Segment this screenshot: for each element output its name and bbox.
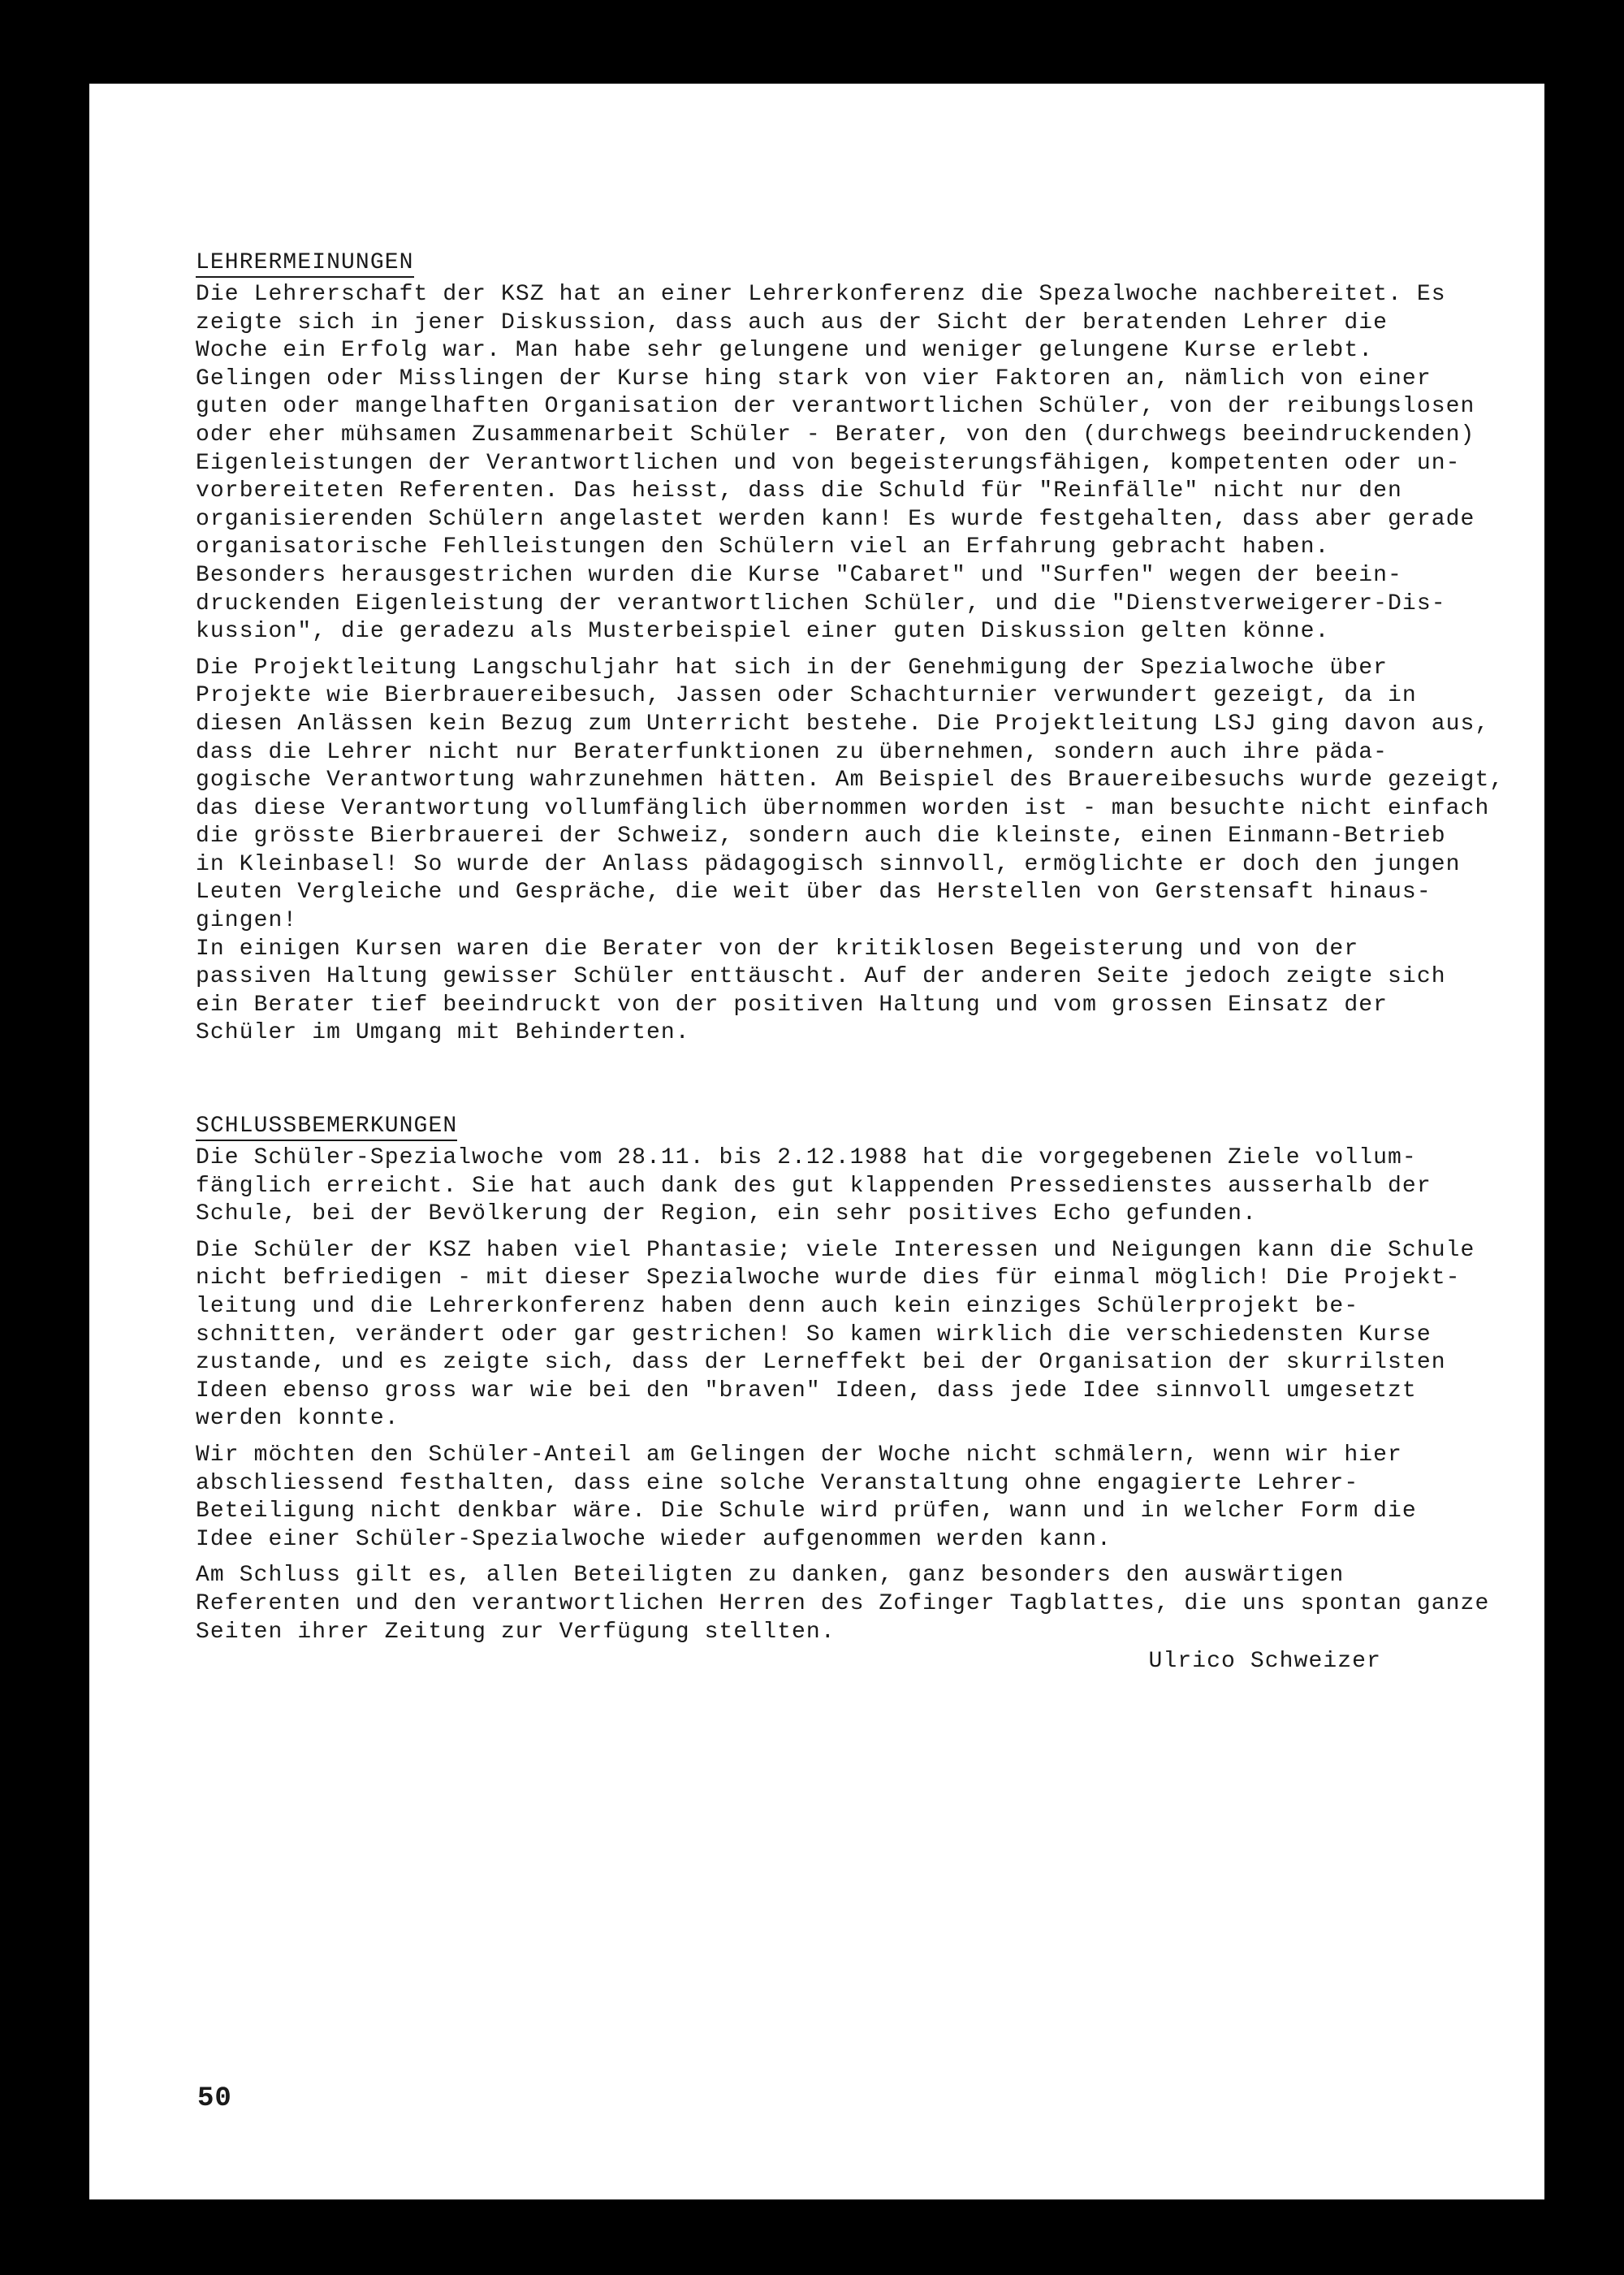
text-line: Ideen ebenso gross war wie bei den "braven" Ideen, dass jede Idee sinnvoll umgesetzt: [196, 1378, 1417, 1403]
text-line: oder eher mühsamen Zusammenarbeit Schüler - Berater, von den (durchwegs beeindruckenden): [196, 422, 1475, 448]
paragraph: [196, 1562, 1490, 1646]
paragraph: [196, 281, 1475, 647]
section-spacer: [196, 1056, 1462, 1113]
text-line: schnitten, verändert oder gar gestrichen! So kamen wirklich die verschiedensten Kurse: [196, 1321, 1432, 1347]
text-line: diesen Anlässen kein Bezug zum Unterricht bestehe. Die Projektleitung LSJ ging davon aus,: [196, 711, 1490, 737]
document-body: [196, 249, 1505, 1676]
text-line: zustande, und es zeigte sich, dass der Lerneffekt bei der Organisation der skurrilsten: [196, 1350, 1446, 1376]
text-line: Gelingen oder Misslingen der Kurse hing stark von vier Faktoren an, nämlich von einer: [196, 365, 1432, 391]
text-line: Leuten Vergleiche und Gespräche, die weit über das Herstellen von Gerstensaft hinaus-: [196, 880, 1432, 906]
text-line: leitung und die Lehrerkonferenz haben denn auch kein einziges Schülerprojekt be-: [196, 1294, 1359, 1319]
text-line: zeigte sich in jener Diskussion, dass auch aus der Sicht der beratenden Lehrer die: [196, 309, 1389, 335]
paragraph: [196, 1442, 1462, 1554]
text-line: vorbereiteten Referenten. Das heisst, dass die Schuld für "Reinfälle" nicht nur den: [196, 478, 1402, 504]
text-line: werden konnte.: [196, 1406, 400, 1432]
text-line: Eigenleistungen der Verantwortlichen und von begeisterungsfähigen, kompetenten oder un-: [196, 450, 1461, 476]
text-line: Seiten ihrer Zeitung zur Verfügung stellten.: [196, 1619, 836, 1645]
text-line: Idee einer Schüler-Spezialwoche wieder aufgenommen werden kann.: [196, 1526, 1112, 1552]
text-line: gogische Verantwortung wahrzunehmen hätten. Am Beispiel des Brauereibesuchs wurde gezeigt,: [196, 768, 1505, 794]
text-line: druckenden Eigenleistung der verantwortlichen Schüler, und die "Dienstverweigerer-Dis-: [196, 590, 1446, 616]
paragraph: [196, 1144, 1462, 1229]
text-line: Die Projektleitung Langschuljahr hat sich in der Genehmigung der Spezialwoche über: [196, 655, 1389, 681]
text-line: in Kleinbasel! So wurde der Anlass pädagogisch sinnvoll, ermöglichte er doch den jungen: [196, 851, 1461, 877]
text-line: Schüler im Umgang mit Behinderten.: [196, 1020, 690, 1046]
paragraph: [196, 655, 1505, 1048]
text-line: das diese Verantwortung vollumfänglich übernommen worden ist - man besuchte nicht einfach: [196, 795, 1490, 821]
text-line: die grösste Bierbrauerei der Schweiz, sondern auch die kleinste, einen Einmann-Betrieb: [196, 824, 1446, 850]
section-heading: SCHLUSSBEMERKUNGEN: [196, 1114, 457, 1141]
text-line: dass die Lehrer nicht nur Beraterfunktionen zu übernehmen, sondern auch ihre päda-: [196, 739, 1389, 765]
text-line: Wir möchten den Schüler-Anteil am Gelingen der Woche nicht schmälern, wenn wir hier: [196, 1442, 1402, 1468]
text-line: abschliessend festhalten, dass eine solche Veranstaltung ohne engagierte Lehrer-: [196, 1470, 1359, 1496]
text-line: In einigen Kursen waren die Berater von der kritiklosen Begeisterung und von der: [196, 936, 1359, 962]
text-line: Die Schüler-Spezialwoche vom 28.11. bis 2.12.1988 hat die vorgegebenen Ziele vollum-: [196, 1145, 1417, 1171]
section-heading: LEHRERMEINUNGEN: [196, 250, 414, 278]
text-line: Die Lehrerschaft der KSZ hat an einer Lehrerkonferenz die Spezalwoche nachbereitet. Es: [196, 282, 1446, 307]
text-line: guten oder mangelhaften Organisation der verantwortlichen Schüler, von der reibungslosen: [196, 394, 1475, 420]
author-signature: Ulrico Schweizer: [1148, 1649, 1381, 1675]
text-line: Besonders herausgestrichen wurden die Kurse "Cabaret" und "Surfen" wegen der beein-: [196, 562, 1402, 588]
text-line: fänglich erreicht. Sie hat auch dank des gut klappenden Pressedienstes ausserhalb der: [196, 1173, 1432, 1199]
text-line: kussion", die geradezu als Musterbeispiel einer guten Diskussion gelten könne.: [196, 619, 1330, 645]
text-line: Woche ein Erfolg war. Man habe sehr gelungene und weniger gelungene Kurse erlebt.: [196, 338, 1374, 364]
text-line: Referenten und den verantwortlichen Herren des Zofinger Tagblattes, die uns spontan ganze: [196, 1590, 1490, 1616]
section-schlussbemerkungen: [196, 1113, 1490, 1676]
text-line: nicht befriedigen - mit dieser Spezialwoche wurde dies für einmal möglich! Die Projekt-: [196, 1265, 1461, 1291]
text-line: Am Schluss gilt es, allen Beteiligten zu danken, ganz besonders den auswärtigen: [196, 1563, 1345, 1589]
text-line: Beteiligung nicht denkbar wäre. Die Schule wird prüfen, wann und in welcher Form die: [196, 1499, 1417, 1525]
text-line: organisatorische Fehlleistungen den Schülern viel an Erfahrung gebracht haben.: [196, 534, 1330, 560]
page-number: 50: [197, 2083, 232, 2114]
text-line: organisierenden Schülern angelastet werden kann! Es wurde festgehalten, dass aber gerade: [196, 506, 1475, 532]
paragraph: [196, 1237, 1475, 1434]
text-line: Projekte wie Bierbrauereibesuch, Jassen oder Schachturnier verwundert gezeigt, da in: [196, 683, 1417, 709]
text-line: passiven Haltung gewisser Schüler enttäuscht. Auf der anderen Seite jedoch zeigte sich: [196, 964, 1446, 990]
document-page: [89, 84, 1544, 2199]
text-line: Schule, bei der Bevölkerung der Region, ein sehr positives Echo gefunden.: [196, 1201, 1257, 1227]
text-line: ein Berater tief beeindruckt von der positiven Haltung und vom grossen Einsatz der: [196, 992, 1389, 1018]
section-lehrermeinungen: [196, 249, 1505, 1048]
text-line: Die Schüler der KSZ haben viel Phantasie; viele Interessen und Neigungen kann die Schule: [196, 1237, 1475, 1263]
text-line: gingen!: [196, 908, 298, 934]
